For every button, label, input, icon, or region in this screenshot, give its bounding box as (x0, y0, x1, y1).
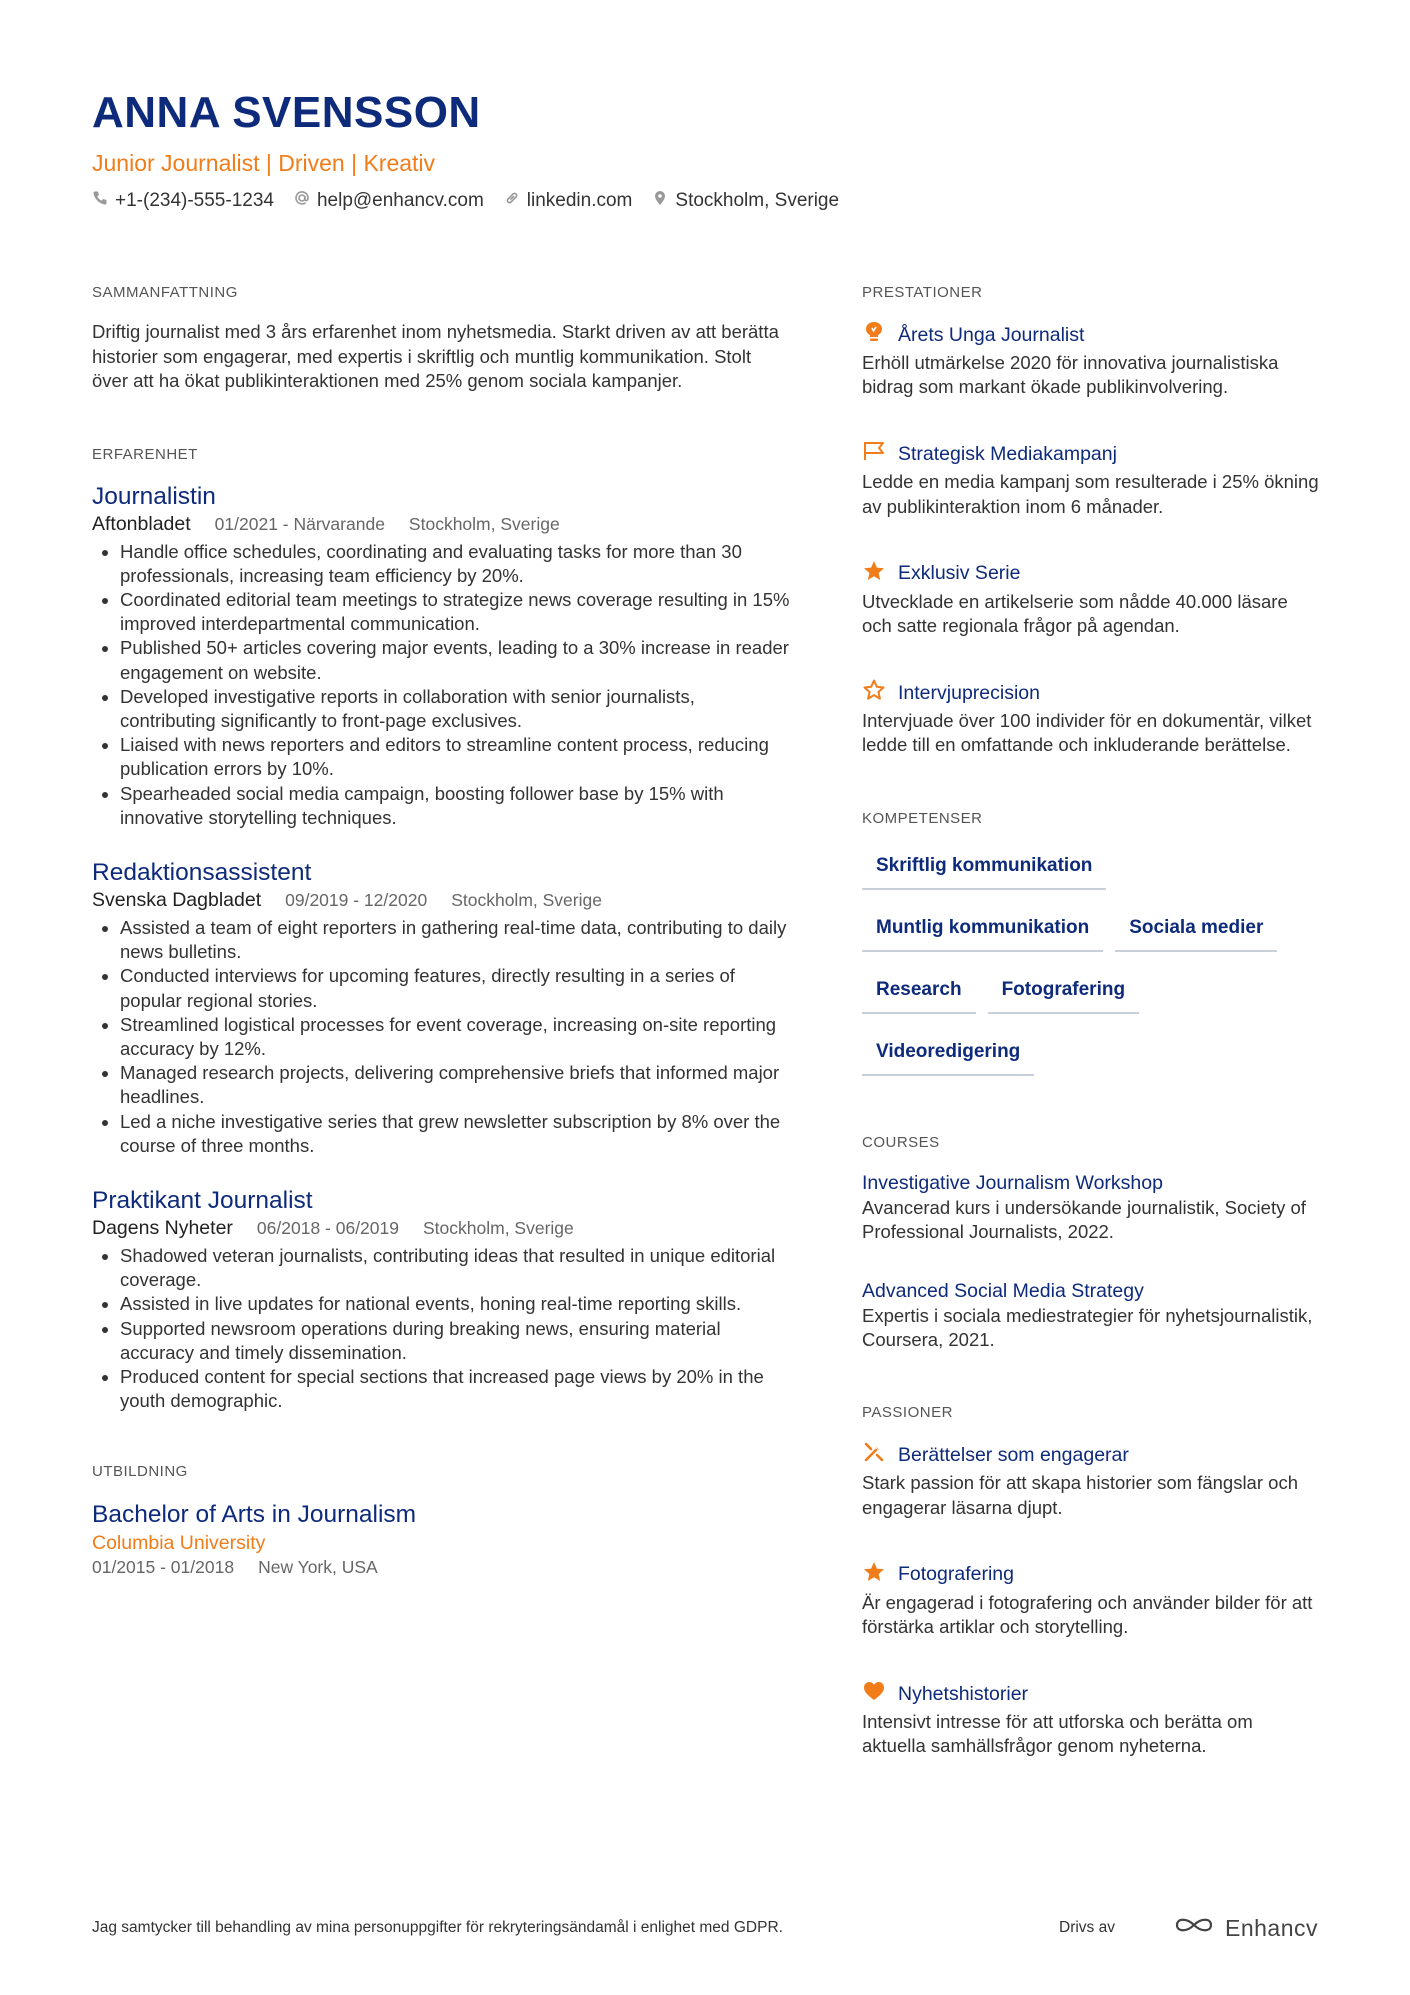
education-location: New York, USA (258, 1557, 378, 1578)
skill-tag: Skriftlig kommunikation (862, 846, 1106, 890)
passion-desc: Intensivt intresse för att utforska och berätta om aktuella samhällsfrågor genom nyheterna. (862, 1711, 1253, 1757)
section-title-experience: ERFARENHET (92, 445, 198, 463)
tools-icon (862, 1440, 886, 1469)
contact-email (294, 188, 484, 214)
job-title: Redaktionsassistent (92, 858, 312, 886)
summary-text: Driftig journalist med 3 års erfarenhet inom nyhetsmedia. Starkt driven av att berätta historier som engagerar, med expertis i skriftlig och muntlig kommunikation. Stolt över att ha ökat publikinteraktionen med 25% genom sociala kampanjer. (92, 321, 779, 391)
skill-tag: Videoredigering (862, 1032, 1034, 1076)
passion-head (862, 1440, 1320, 1469)
education-section (92, 1463, 790, 1579)
skill-tag: Fotografering (988, 970, 1140, 1014)
footer (92, 1912, 1318, 1944)
job-date: 06/2018 - 06/2019 (256, 1217, 399, 1238)
job-location: Stockholm, Sverige (451, 889, 602, 910)
list-item: • Assisted a team of eight reporters in gathering real-time data, contributing to daily news bulletins. (120, 916, 790, 964)
skill-tag: Research (862, 970, 976, 1014)
contact-linkedin (504, 188, 633, 214)
passion-head (862, 1560, 1320, 1589)
list-item: • Produced content for special sections that increased page views by 20% in the youth demographic. (120, 1365, 790, 1413)
passion-desc: Stark passion för att skapa historier som fängslar och engagerar läsarna djupt. (862, 1472, 1298, 1518)
achievements-section (862, 284, 1320, 758)
achievement-title: Årets Unga Journalist (898, 323, 1085, 346)
course-item (862, 1278, 1320, 1352)
education-date: 01/2015 - 01/2018 (92, 1557, 235, 1578)
experience-section (92, 446, 790, 1414)
skill-tag: Muntlig kommunikation (862, 908, 1103, 952)
job-company: Svenska Dagbladet (92, 888, 262, 911)
job-entry (92, 482, 790, 830)
list-item: • Supported newsroom operations during breaking news, ensuring material accuracy and timely dissemination. (120, 1317, 790, 1365)
star-outline-icon (862, 678, 886, 707)
list-item: • Handle office schedules, coordinating and evaluating tasks for more than 30 professionals, increasing team efficiency by 20%. (120, 540, 790, 588)
achievement-head (862, 439, 1320, 468)
achievement-desc: Intervjuade över 100 individer för en dokumentär, vilket ledde till en omfattande och inkluderande berättelse. (862, 710, 1312, 756)
achievement-title: Exklusiv Serie (898, 562, 1021, 585)
achievement-head (862, 320, 1320, 349)
achievement-desc: Utvecklade en artikelserie som nådde 40.000 läsare och satte regionala frågor på agendan. (862, 590, 1288, 637)
achievement-head (862, 678, 1320, 707)
resume-header (92, 86, 1318, 214)
course-item (862, 1170, 1320, 1244)
skill-tag: Sociala medier (1115, 908, 1277, 952)
job-date: 01/2021 - Närvarande (214, 513, 385, 534)
skills-section (862, 810, 1320, 1076)
job-bullets (92, 540, 790, 830)
brand-logo[interactable] (1171, 1912, 1318, 1944)
course-title: Advanced Social Media Strategy (862, 1280, 1144, 1303)
job-title: Praktikant Journalist (92, 1186, 313, 1214)
achievement-item (862, 320, 1320, 399)
contact-location-text: Stockholm, Sverige (675, 190, 840, 211)
achievement-item (862, 439, 1320, 518)
star-filled-icon (862, 1560, 886, 1589)
passion-item (862, 1679, 1320, 1758)
location-icon (652, 188, 668, 214)
section-title-courses: COURSES (862, 1133, 940, 1151)
education-degree: Bachelor of Arts in Journalism (92, 1501, 417, 1529)
education-school: Columbia University (92, 1532, 266, 1555)
job-location: Stockholm, Sverige (423, 1217, 574, 1238)
flag-icon (862, 439, 886, 468)
list-item: • Coordinated editorial team meetings to strategize news coverage resulting in 15% improved interdepartmental communication. (120, 588, 790, 636)
section-title-summary: SAMMANFATTNING (92, 284, 238, 301)
job-bullets (92, 916, 790, 1158)
passion-desc: Är engagerad i fotografering och använder bilder för att förstärka artiklar och storytelling. (862, 1591, 1313, 1638)
achievement-item (862, 559, 1320, 638)
job-entry (92, 858, 790, 1158)
list-item: • Developed investigative reports in collaboration with senior journalists, contributing significantly to front-page exclusives. (120, 685, 790, 733)
contact-list (92, 188, 1318, 214)
education-meta (92, 1555, 790, 1579)
achievement-desc: Ledde en media kampanj som resulterade i 25% ökning av publikinteraktion inom 6 månader. (862, 471, 1319, 517)
job-meta (92, 512, 790, 536)
job-entry (92, 1186, 790, 1413)
list-item: • Published 50+ articles covering major events, leading to a 30% increase in reader engagement on website. (120, 636, 790, 684)
passions-section (862, 1404, 1320, 1758)
summary-section (92, 284, 790, 394)
course-desc: Expertis i sociala mediestrategier för nyhetsjournalistik, Coursera, 2021. (862, 1305, 1313, 1351)
job-bullets (92, 1244, 790, 1413)
passion-item (862, 1560, 1320, 1639)
list-item: • Managed research projects, delivering comprehensive briefs that informed major headlines. (120, 1061, 790, 1109)
job-location: Stockholm, Sverige (408, 513, 560, 534)
star-filled-icon (862, 559, 886, 588)
left-column (92, 284, 790, 1631)
at-icon (294, 188, 310, 214)
contact-linkedin-text[interactable]: linkedin.com (526, 190, 633, 211)
passion-title: Berättelser som engagerar (898, 1443, 1129, 1466)
contact-phone (92, 188, 274, 214)
achievement-title: Intervjuprecision (898, 681, 1040, 704)
courses-section (862, 1134, 1320, 1353)
course-desc: Avancerad kurs i undersökande journalistik, Society of Professional Journalists, 2022. (862, 1196, 1306, 1242)
enhancv-logo-icon (1171, 1912, 1217, 1944)
achievement-head (862, 559, 1320, 588)
trophy-icon (862, 320, 886, 349)
achievement-title: Strategisk Mediakampanj (898, 442, 1117, 465)
phone-icon (92, 188, 108, 214)
section-title-skills: KOMPETENSER (862, 809, 983, 827)
contact-email-text[interactable]: help@enhancv.com (316, 190, 484, 211)
link-icon (504, 188, 520, 214)
heart-icon (862, 1679, 886, 1708)
list-item: • Led a niche investigative series that grew newsletter subscription by 8% over the course of three months. (120, 1110, 790, 1158)
job-meta (92, 888, 790, 912)
contact-phone-text[interactable]: +1-(234)-555-1234 (115, 190, 274, 211)
candidate-name: ANNA SVENSSON (92, 88, 481, 137)
job-company: Dagens Nyheter (92, 1216, 233, 1239)
list-item: • Conducted interviews for upcoming features, directly resulting in a series of popular regional stories. (120, 964, 790, 1012)
job-meta (92, 1216, 790, 1240)
skills-list (862, 846, 1320, 1076)
list-item: • Assisted in live updates for national events, honing real-time reporting skills. (120, 1292, 790, 1316)
contact-location (652, 188, 839, 214)
list-item: • Streamlined logistical processes for event coverage, increasing on-site reporting accuracy by 12%. (120, 1013, 790, 1061)
passion-title: Nyhetshistorier (898, 1682, 1029, 1705)
passion-title: Fotografering (898, 1563, 1014, 1586)
job-company: Aftonbladet (92, 512, 191, 535)
list-item: • Liaised with news reporters and editors to streamline content process, reducing publication errors by 10%. (120, 733, 790, 781)
job-title: Journalistin (92, 482, 216, 510)
section-title-education: UTBILDNING (92, 1463, 188, 1481)
tagline: Junior Journalist | Driven | Kreativ (92, 150, 436, 176)
gdpr-consent: Jag samtycker till behandling av mina personuppgifter för rekryteringsändamål i enlighet med GDPR. (92, 1919, 783, 1936)
achievement-item (862, 678, 1320, 757)
powered-by-label: Drivs av (1059, 1919, 1115, 1936)
course-title: Investigative Journalism Workshop (862, 1171, 1163, 1194)
passion-item (862, 1440, 1320, 1519)
brand-name: Enhancv (1224, 1914, 1318, 1941)
list-item: • Shadowed veteran journalists, contributing ideas that resulted in unique editorial coverage. (120, 1244, 790, 1292)
achievement-desc: Erhöll utmärkelse 2020 för innovativa journalistiska bidrag som markant ökade publikinvolvering. (862, 352, 1279, 398)
job-date: 09/2019 - 12/2020 (285, 889, 428, 910)
right-column (862, 284, 1320, 1799)
section-title-achievements: PRESTATIONER (862, 284, 983, 301)
passion-head (862, 1679, 1320, 1708)
section-title-passions: PASSIONER (862, 1404, 953, 1422)
list-item: • Spearheaded social media campaign, boosting follower base by 15% with innovative storytelling techniques. (120, 782, 790, 830)
